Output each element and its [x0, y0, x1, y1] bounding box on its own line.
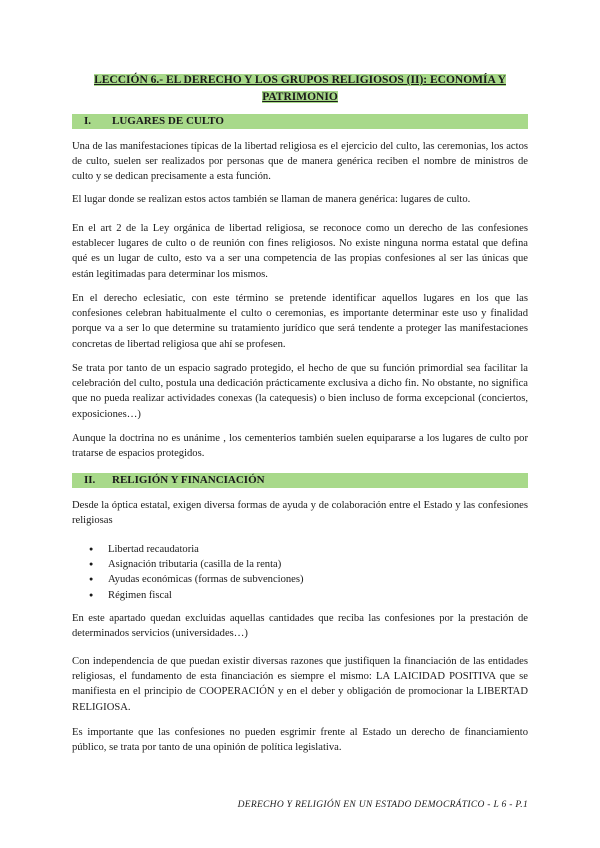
list-item: ● Libertad recaudatoria	[72, 542, 528, 557]
paragraph-4: En el derecho eclesiatic, con este término se pretende identificar aquellos lugares en los que las confesiones celebran habitualmente el culto o ceremonias, es importante determinar este uso y finalidad porque va a ser lo que determine su tratamiento jurídico que será tendente a proteger las manifestaciones concretas de libertad religiosa que ahí se profesen.	[72, 293, 528, 350]
section-heading-2	[72, 473, 528, 488]
paragraph-1: Una de las manifestaciones típicas de la libertad religiosa es el ejercicio del culto, las ceremonias, los actos de culto, suelen ser realizados por personas que de manera genérica reciben el nombre de ministros de culto y se dedican precisamente a esta función.	[72, 141, 528, 183]
section-title-1: LUGARES DE CULTO	[112, 115, 224, 127]
section-title-2: RELIGIÓN Y FINANCIACIÓN	[112, 474, 265, 486]
paragraph-10: Es importante que las confesiones no pueden esgrimir frente al Estado un derecho de financiamiento público, se trata por tanto de una opinión de política legislativa.	[72, 727, 528, 754]
section-heading-1	[72, 114, 528, 129]
list-item: ● Ayudas económicas (formas de subvenciones)	[72, 572, 528, 587]
paragraph-8: En este apartado quedan excluidas aquellas cantidades que reciba las confesiones por la prestación de determinados servicios (universidades…)	[72, 613, 528, 640]
financing-list	[72, 542, 528, 603]
paragraph-5: Se trata por tanto de un espacio sagrado protegido, el hecho de que su función primordial sea facilitar la celebración del culto, postula una dedicación prácticamente exclusiva a dicho fin. No obstante, no significa que no pueda realizar actividades conexas (la catequesis) o bien incluso de forma excepcional (conciertos, exposiciones…)	[72, 363, 528, 420]
list-item: ● Régimen fiscal	[72, 588, 528, 603]
lesson-title-line2: PATRIMONIO	[262, 91, 338, 103]
section-number-2: II.	[84, 474, 96, 486]
paragraph-9: Con independencia de que puedan existir diversas razones que justifiquen la financiación de las entidades religiosas, el fundamento de esta financiación es siempre el mismo: LA LAICIDAD POSITIVA que se manifiesta en el principio de COOPERACIÓN y en el deber y obligación de promocionar la LIBERTAD RELIGIOSA.	[72, 656, 528, 713]
paragraph-6: Aunque la doctrina no es unánime , los cementerios también suelen equipararse a los lugares de culto por tratarse de espacios protegidos.	[72, 433, 528, 460]
paragraph-2: El lugar donde se realizan estos actos también se llaman de manera genérica: lugares de culto.	[72, 194, 471, 205]
page-footer: DERECHO Y RELIGIÓN EN UN ESTADO DEMOCRÁTICO - L 6 - P.1	[237, 800, 528, 810]
section-number-1: I.	[84, 115, 92, 127]
list-item: ● Asignación tributaria (casilla de la renta)	[72, 557, 528, 572]
lesson-title-line1: LECCIÓN 6.- EL DERECHO Y LOS GRUPOS RELIGIOSOS (II): ECONOMÍA Y	[94, 74, 506, 86]
paragraph-7: Desde la óptica estatal, exigen diversa formas de ayuda y de colaboración entre el Estado y las confesiones religiosas	[72, 500, 528, 527]
lesson-title	[72, 72, 528, 106]
paragraph-3: En el art 2 de la Ley orgánica de libertad religiosa, se reconoce como un derecho de las confesiones establecer lugares de culto o de reunión con fines religiosos. No existe ninguna norma estatal que defina qué es un lugar de culto, esto va a ser una competencia de las propias confesiones al ser las únicas que están legitimadas para determinar los mismos.	[72, 223, 528, 280]
